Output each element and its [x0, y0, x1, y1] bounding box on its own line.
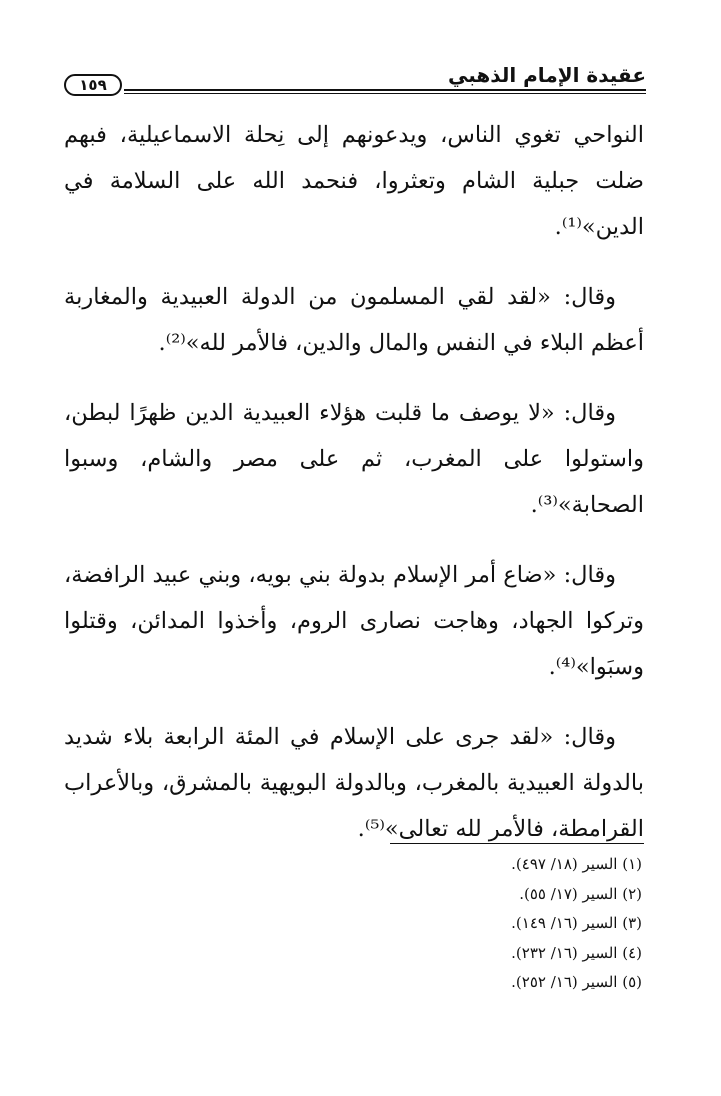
- footnote-separator: [390, 843, 644, 844]
- footnote: (٤) السير (١٦/ ٢٣٢).: [511, 943, 642, 962]
- footnote: (٢) السير (١٧/ ٥٥).: [519, 884, 642, 903]
- running-title: عقيدة الإمام الذهبي: [448, 63, 646, 87]
- page-number: ١٥٩: [64, 74, 122, 96]
- footnotes-list: [64, 850, 642, 998]
- page-header: [64, 62, 646, 98]
- paragraph: وقال: «لقد لقي المسلمون من الدولة العبيدية والمغاربة أعظم البلاء في النفس والمال والدين، فالأمر لله»⁽²⁾.: [64, 284, 644, 356]
- header-rule-thin: [124, 93, 646, 94]
- footnote: (٥) السير (١٦/ ٢٥٢).: [511, 973, 642, 991]
- footnote: (٣) السير (١٦/ ١٤٩).: [511, 914, 642, 932]
- main-text: [64, 112, 644, 876]
- paragraph: وقال: «لقد جرى على الإسلام في المئة الرابعة بلاء شديد بالدولة العبيدية بالمغرب، وبالدولة البويهية بالمشرق، وبالأعراب القرامطة، فالأمر لله تعالى»⁽⁵⁾.: [64, 724, 644, 842]
- paragraph: وقال: «ضاع أمر الإسلام بدولة بني بويه، وبني عبيد الرافضة، وتركوا الجهاد، وهاجت نصارى الروم، وأخذوا المدائن، وقتلوا وسبَوا»⁽⁴⁾.: [64, 562, 644, 680]
- footnote: (١) السير (١٨/ ٤٩٧).: [511, 855, 642, 873]
- header-rule: [124, 89, 646, 91]
- paragraph: وقال: «لا يوصف ما قلبت هؤلاء العبيدية الدين ظهرًا لبطن، واستولوا على المغرب، ثم على مصر والشام، وسبوا الصحابة»⁽³⁾.: [64, 400, 644, 518]
- paragraph: النواحي تغوي الناس، ويدعونهم إلى نِحلة الاسماعيلية، فبهم ضلت جبلية الشام وتعثروا، فنحمد الله على السلامة في الدين»⁽¹⁾.: [64, 122, 644, 240]
